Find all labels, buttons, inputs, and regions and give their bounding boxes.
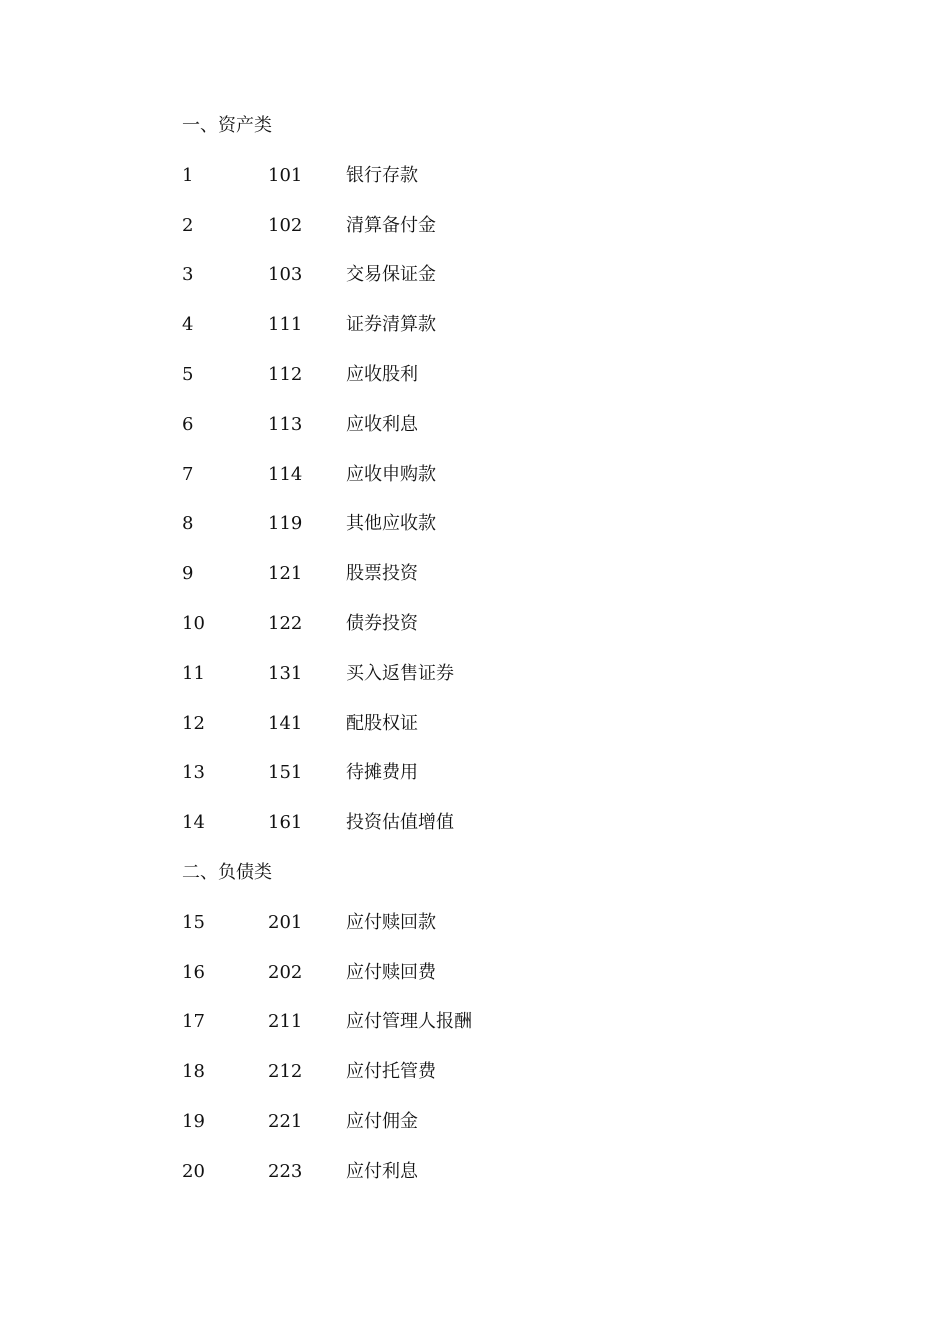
list-item bbox=[182, 658, 782, 708]
list-item bbox=[182, 1156, 782, 1206]
list-item bbox=[182, 210, 782, 260]
item-seq: 4 bbox=[182, 314, 194, 336]
item-seq: 16 bbox=[182, 961, 205, 983]
item-seq: 19 bbox=[182, 1110, 205, 1132]
item-name: 证券清算款 bbox=[346, 314, 436, 336]
item-code: 101 bbox=[268, 164, 303, 186]
item-code: 161 bbox=[268, 812, 303, 834]
item-code: 202 bbox=[268, 961, 303, 983]
item-name: 应付赎回费 bbox=[346, 961, 436, 983]
list-item bbox=[182, 757, 782, 807]
item-name: 待摊费用 bbox=[346, 762, 418, 784]
item-name: 应付托管费 bbox=[346, 1061, 436, 1083]
item-seq: 8 bbox=[182, 513, 194, 535]
list-item bbox=[182, 359, 782, 409]
item-name: 债券投资 bbox=[346, 612, 418, 634]
item-seq: 11 bbox=[182, 662, 205, 684]
item-name: 应付赎回款 bbox=[346, 911, 436, 933]
item-code: 121 bbox=[268, 563, 303, 585]
item-code: 221 bbox=[268, 1110, 303, 1132]
account-list bbox=[182, 110, 782, 1206]
item-name: 股票投资 bbox=[346, 563, 418, 585]
list-item bbox=[182, 1006, 782, 1056]
item-name: 应收申购款 bbox=[346, 463, 436, 485]
item-code: 111 bbox=[268, 314, 303, 336]
list-item bbox=[182, 1106, 782, 1156]
item-seq: 12 bbox=[182, 712, 205, 734]
list-item bbox=[182, 508, 782, 558]
section-heading-assets bbox=[182, 110, 782, 160]
item-name: 其他应收款 bbox=[346, 513, 436, 535]
list-item bbox=[182, 259, 782, 309]
item-code: 211 bbox=[268, 1011, 303, 1033]
item-seq: 5 bbox=[182, 363, 194, 385]
item-code: 151 bbox=[268, 762, 303, 784]
section-title: 一、资产类 bbox=[182, 115, 272, 136]
item-name: 应付佣金 bbox=[346, 1110, 418, 1132]
item-seq: 17 bbox=[182, 1011, 205, 1033]
item-seq: 15 bbox=[182, 911, 205, 933]
item-seq: 18 bbox=[182, 1061, 205, 1083]
list-item bbox=[182, 708, 782, 758]
item-name: 银行存款 bbox=[346, 164, 418, 186]
item-name: 清算备付金 bbox=[346, 214, 436, 236]
list-item bbox=[182, 459, 782, 509]
list-item bbox=[182, 558, 782, 608]
item-name: 应收利息 bbox=[346, 413, 418, 435]
item-seq: 10 bbox=[182, 612, 205, 634]
item-name: 应收股利 bbox=[346, 363, 418, 385]
item-code: 141 bbox=[268, 712, 303, 734]
item-name: 应付利息 bbox=[346, 1160, 418, 1182]
list-item bbox=[182, 1056, 782, 1106]
item-code: 212 bbox=[268, 1061, 303, 1083]
item-seq: 6 bbox=[182, 413, 194, 435]
section-title: 二、负债类 bbox=[182, 861, 272, 883]
item-code: 102 bbox=[268, 214, 303, 236]
item-code: 103 bbox=[268, 264, 303, 286]
item-seq: 14 bbox=[182, 812, 205, 834]
item-seq: 1 bbox=[182, 164, 194, 186]
item-name: 应付管理人报酬 bbox=[346, 1011, 472, 1033]
item-seq: 9 bbox=[182, 563, 194, 585]
list-item bbox=[182, 608, 782, 658]
item-seq: 3 bbox=[182, 264, 194, 286]
item-seq: 2 bbox=[182, 214, 194, 236]
item-seq: 7 bbox=[182, 463, 194, 485]
list-item bbox=[182, 309, 782, 359]
item-name: 买入返售证券 bbox=[346, 662, 454, 684]
item-code: 114 bbox=[268, 463, 303, 485]
list-item bbox=[182, 409, 782, 459]
item-code: 122 bbox=[268, 612, 303, 634]
item-code: 223 bbox=[268, 1160, 303, 1182]
item-code: 131 bbox=[268, 662, 303, 684]
item-code: 201 bbox=[268, 911, 303, 933]
item-seq: 20 bbox=[182, 1160, 205, 1182]
list-item bbox=[182, 907, 782, 957]
item-name: 投资估值增值 bbox=[346, 812, 454, 834]
section-heading-liabilities bbox=[182, 857, 782, 907]
list-item bbox=[182, 957, 782, 1007]
item-code: 119 bbox=[268, 513, 303, 535]
item-name: 配股权证 bbox=[346, 712, 418, 734]
item-code: 112 bbox=[268, 363, 303, 385]
item-seq: 13 bbox=[182, 762, 205, 784]
item-name: 交易保证金 bbox=[346, 264, 436, 286]
list-item bbox=[182, 807, 782, 857]
list-item bbox=[182, 160, 782, 210]
item-code: 113 bbox=[268, 413, 303, 435]
